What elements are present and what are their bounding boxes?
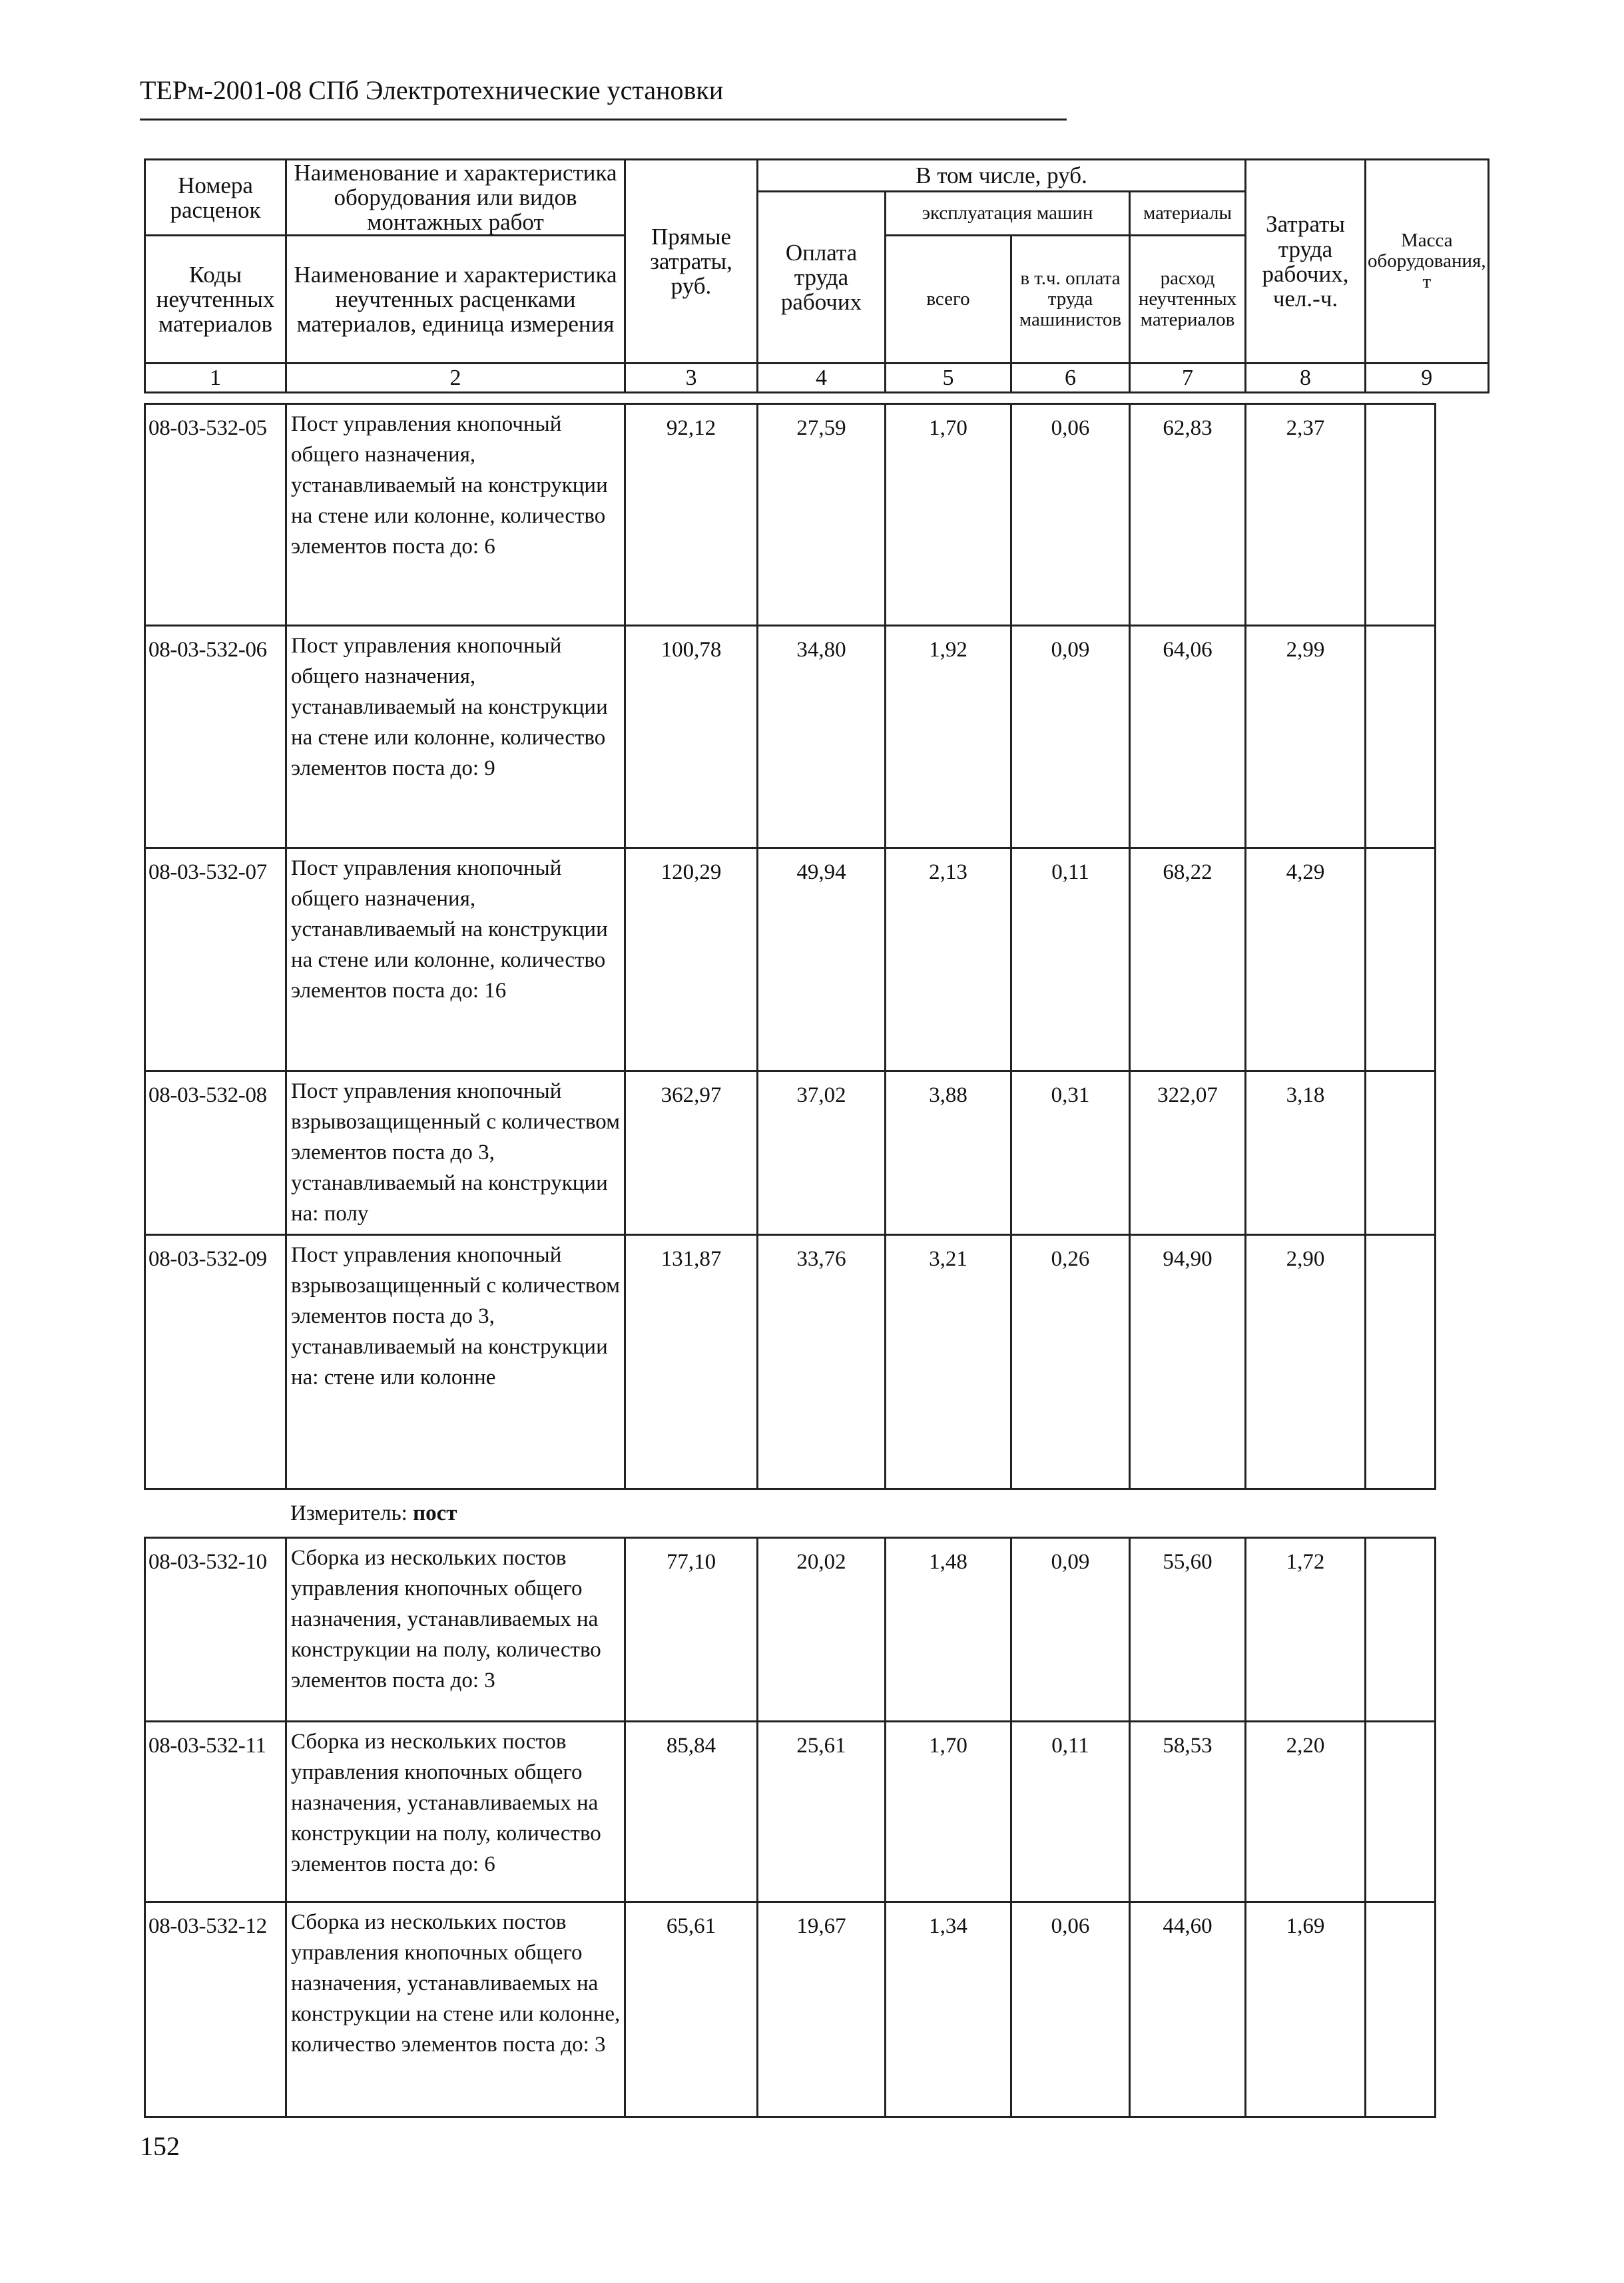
measure-value: пост — [413, 1501, 457, 1525]
header-col4: Оплата труда рабочих — [758, 192, 886, 364]
materials-cost: 62,83 — [1130, 404, 1246, 626]
header-col7: расход неучтенных материалов — [1130, 236, 1246, 364]
labor-hours: 4,29 — [1246, 848, 1366, 1071]
materials-cost: 64,06 — [1130, 626, 1246, 848]
machines-total: 1,34 — [886, 1902, 1011, 2117]
header-col2-top: Наименование и характеристика оборудования или видов монтажных работ — [286, 160, 625, 236]
machinists-pay: 0,09 — [1011, 626, 1130, 848]
labor-pay: 49,94 — [758, 848, 886, 1071]
machines-total: 1,92 — [886, 626, 1011, 848]
direct-cost: 77,10 — [625, 1538, 758, 1722]
direct-cost: 85,84 — [625, 1722, 758, 1902]
machinists-pay: 0,11 — [1011, 1722, 1130, 1902]
table-row — [145, 626, 1436, 848]
rate-code: 08-03-532-06 — [145, 626, 286, 848]
machinists-pay: 0,06 — [1011, 404, 1130, 626]
labor-pay: 33,76 — [758, 1235, 886, 1489]
header-num-7: 7 — [1130, 364, 1246, 393]
materials-cost: 55,60 — [1130, 1538, 1246, 1722]
labor-hours: 1,72 — [1246, 1538, 1366, 1722]
table-row — [145, 1902, 1436, 2117]
labor-hours: 3,18 — [1246, 1071, 1366, 1235]
equipment-mass — [1366, 1235, 1436, 1489]
measure-label: Измеритель: — [290, 1501, 407, 1525]
header-col8: Затраты труда рабочих, чел.-ч. — [1246, 160, 1366, 364]
header-col2-bottom: Наименование и характеристика неучтенных расценками материалов, единица измерения — [286, 236, 625, 364]
page-number: 152 — [140, 2131, 180, 2161]
table-row — [145, 848, 1436, 1071]
machines-total: 3,88 — [886, 1071, 1011, 1235]
rate-code: 08-03-532-12 — [145, 1902, 286, 2117]
machines-total: 3,21 — [886, 1235, 1011, 1489]
machinists-pay: 0,09 — [1011, 1538, 1130, 1722]
rate-name: Пост управления кнопочный взрывозащищенный с количеством элементов поста до 3, устанавливаемый на конструкции на: полу — [286, 1071, 625, 1235]
materials-cost: 58,53 — [1130, 1722, 1246, 1902]
header-machines: эксплуатация машин — [886, 192, 1130, 236]
equipment-mass — [1366, 1722, 1436, 1902]
rate-name: Пост управления кнопочный общего назначения, устанавливаемый на конструкции на стене или колонне, количество элементов поста до: 9 — [286, 626, 625, 848]
labor-pay: 25,61 — [758, 1722, 886, 1902]
header-col1-top: Номера расценок — [145, 160, 286, 236]
labor-pay: 27,59 — [758, 404, 886, 626]
direct-cost: 120,29 — [625, 848, 758, 1071]
equipment-mass — [1366, 1071, 1436, 1235]
labor-hours: 2,37 — [1246, 404, 1366, 626]
labor-pay: 37,02 — [758, 1071, 886, 1235]
labor-pay: 34,80 — [758, 626, 886, 848]
header-num-8: 8 — [1246, 364, 1366, 393]
rates-table-block-1 — [144, 403, 1436, 1490]
labor-hours: 1,69 — [1246, 1902, 1366, 2117]
header-group: В том числе, руб. — [758, 160, 1246, 192]
rate-code: 08-03-532-07 — [145, 848, 286, 1071]
rate-name: Сборка из нескольких постов управления кнопочных общего назначения, устанавливаемых на конструкции на полу, количество элементов поста до: 3 — [286, 1538, 625, 1722]
header-num-5: 5 — [886, 364, 1011, 393]
equipment-mass — [1366, 1902, 1436, 2117]
header-num-1: 1 — [145, 364, 286, 393]
table-row — [145, 1538, 1436, 1722]
labor-hours: 2,90 — [1246, 1235, 1366, 1489]
equipment-mass — [1366, 404, 1436, 626]
measure-unit — [290, 1501, 457, 1526]
header-col5: всего — [886, 236, 1011, 364]
header-num-4: 4 — [758, 364, 886, 393]
table-row — [145, 1722, 1436, 1902]
rate-code: 08-03-532-09 — [145, 1235, 286, 1489]
labor-pay: 20,02 — [758, 1538, 886, 1722]
header-num-6: 6 — [1011, 364, 1130, 393]
materials-cost: 322,07 — [1130, 1071, 1246, 1235]
materials-cost: 44,60 — [1130, 1902, 1246, 2117]
machines-total: 1,70 — [886, 404, 1011, 626]
equipment-mass — [1366, 626, 1436, 848]
rate-code: 08-03-532-08 — [145, 1071, 286, 1235]
machines-total: 2,13 — [886, 848, 1011, 1071]
rate-name: Сборка из нескольких постов управления кнопочных общего назначения, устанавливаемых на конструкции на стене или колонне, количество элементов поста до: 3 — [286, 1902, 625, 2117]
rate-code: 08-03-532-05 — [145, 404, 286, 626]
header-col3: Прямые затраты, руб. — [625, 160, 758, 364]
labor-hours: 2,20 — [1246, 1722, 1366, 1902]
direct-cost: 65,61 — [625, 1902, 758, 2117]
machinists-pay: 0,11 — [1011, 848, 1130, 1071]
rate-name: Пост управления кнопочный общего назначения, устанавливаемый на конструкции на стене или колонне, количество элементов поста до: 6 — [286, 404, 625, 626]
header-col6: в т.ч. оплата труда машинистов — [1011, 236, 1130, 364]
machines-total: 1,48 — [886, 1538, 1011, 1722]
rate-name: Пост управления кнопочный общего назначения, устанавливаемый на конструкции на стене или колонне, количество элементов поста до: 16 — [286, 848, 625, 1071]
header-num-2: 2 — [286, 364, 625, 393]
rate-name: Пост управления кнопочный взрывозащищенный с количеством элементов поста до 3, устанавливаемый на конструкции на: стене или колонне — [286, 1235, 625, 1489]
machinists-pay: 0,06 — [1011, 1902, 1130, 2117]
header-col9: Масса оборудования, т — [1366, 160, 1489, 364]
materials-cost: 68,22 — [1130, 848, 1246, 1071]
machinists-pay: 0,26 — [1011, 1235, 1130, 1489]
labor-hours: 2,99 — [1246, 626, 1366, 848]
rate-code: 08-03-532-10 — [145, 1538, 286, 1722]
materials-cost: 94,90 — [1130, 1235, 1246, 1489]
direct-cost: 100,78 — [625, 626, 758, 848]
table-row — [145, 1235, 1436, 1489]
header-col1-bottom: Коды неучтенных материалов — [145, 236, 286, 364]
direct-cost: 362,97 — [625, 1071, 758, 1235]
direct-cost: 131,87 — [625, 1235, 758, 1489]
table-row — [145, 404, 1436, 626]
table-row — [145, 1071, 1436, 1235]
rate-name: Сборка из нескольких постов управления кнопочных общего назначения, устанавливаемых на конструкции на полу, количество элементов поста до: 6 — [286, 1722, 625, 1902]
header-materials: материалы — [1130, 192, 1246, 236]
header-num-9: 9 — [1366, 364, 1489, 393]
rates-table-block-2 — [144, 1537, 1436, 2118]
header-num-3: 3 — [625, 364, 758, 393]
title-rule — [140, 119, 1067, 121]
machinists-pay: 0,31 — [1011, 1071, 1130, 1235]
header-table — [144, 158, 1489, 393]
rate-code: 08-03-532-11 — [145, 1722, 286, 1902]
equipment-mass — [1366, 848, 1436, 1071]
document-title: ТЕРм-2001-08 СПб Электротехнические установки — [140, 75, 724, 105]
machines-total: 1,70 — [886, 1722, 1011, 1902]
equipment-mass — [1366, 1538, 1436, 1722]
labor-pay: 19,67 — [758, 1902, 886, 2117]
direct-cost: 92,12 — [625, 404, 758, 626]
